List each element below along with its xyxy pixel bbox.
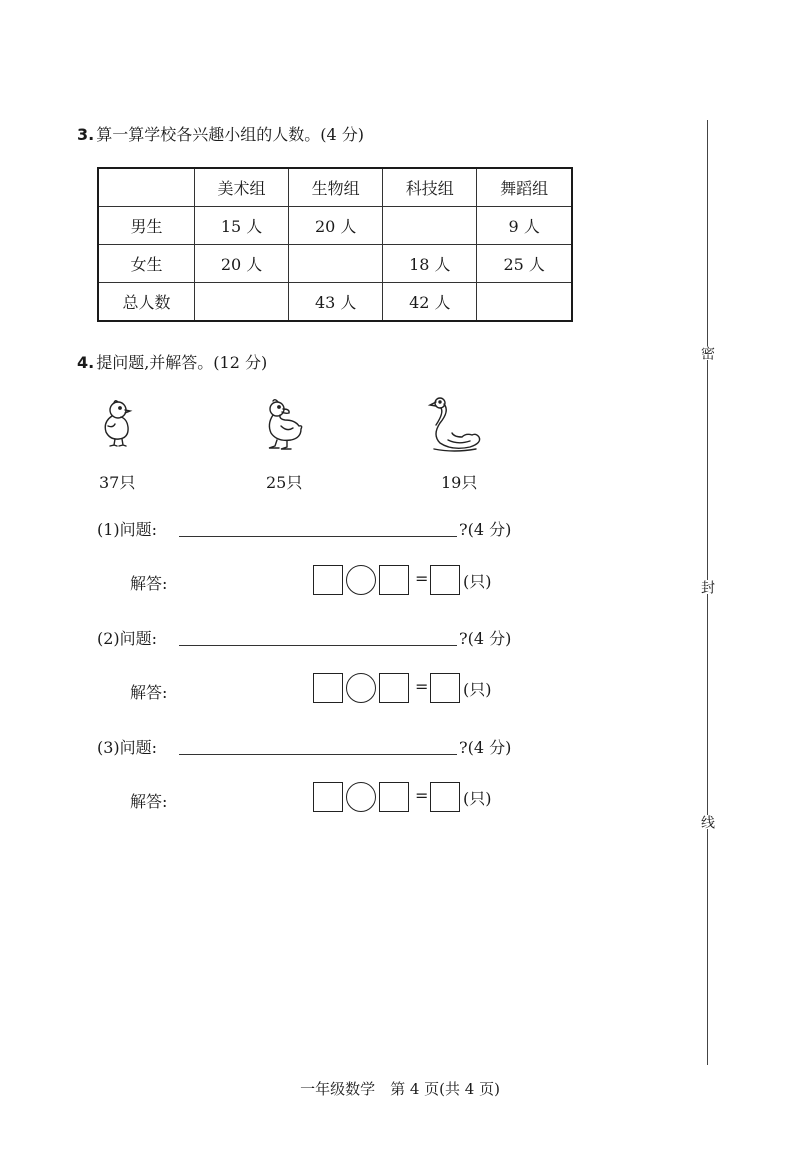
question-line bbox=[97, 626, 557, 650]
equation bbox=[313, 673, 513, 703]
interest-group-table bbox=[97, 167, 573, 322]
unit-label: (只) bbox=[463, 680, 492, 699]
answer-box[interactable] bbox=[430, 673, 460, 703]
question-label: (1)问题: bbox=[97, 520, 158, 539]
duckling-icon bbox=[263, 398, 307, 452]
unit-label: (只) bbox=[463, 789, 492, 808]
table-header-cell: 美术组 bbox=[195, 168, 289, 206]
question-answer-line[interactable] bbox=[179, 536, 457, 537]
question-answer-line[interactable] bbox=[179, 754, 457, 755]
table-header-cell: 科技组 bbox=[383, 168, 477, 206]
equation bbox=[313, 782, 513, 812]
answer-box[interactable] bbox=[379, 673, 409, 703]
table-cell: 男生 bbox=[98, 206, 195, 244]
question-line bbox=[97, 735, 557, 759]
equals-sign: = bbox=[415, 677, 429, 696]
table-header-row bbox=[98, 168, 572, 206]
answer-box[interactable] bbox=[313, 565, 343, 595]
question-line bbox=[97, 517, 557, 541]
equation bbox=[313, 565, 513, 595]
question-label: (2)问题: bbox=[97, 629, 158, 648]
table-cell: 女生 bbox=[98, 245, 195, 283]
answer-box[interactable] bbox=[313, 673, 343, 703]
answer-label: 解答: bbox=[130, 683, 168, 702]
equals-sign: = bbox=[415, 786, 429, 805]
table-cell: 42 人 bbox=[383, 283, 477, 321]
table-header-cell: 舞蹈组 bbox=[477, 168, 572, 206]
table-cell: 20 人 bbox=[195, 245, 289, 283]
table-row bbox=[98, 206, 572, 244]
answer-box[interactable] bbox=[430, 782, 460, 812]
table-cell-blank[interactable] bbox=[195, 283, 289, 321]
table-cell: 20 人 bbox=[289, 206, 383, 244]
table-row bbox=[98, 283, 572, 321]
table-cell-blank[interactable] bbox=[477, 283, 572, 321]
equals-sign: = bbox=[415, 569, 429, 588]
q4-number: 4. bbox=[77, 353, 95, 372]
table-cell: 43 人 bbox=[289, 283, 383, 321]
answer-label: 解答: bbox=[130, 792, 168, 811]
unit-label: (只) bbox=[463, 572, 492, 591]
animal-count: 19只 bbox=[441, 473, 478, 492]
page-footer: 一年级数学 第 4 页(共 4 页) bbox=[300, 1080, 500, 1098]
answer-box[interactable] bbox=[379, 565, 409, 595]
seal-line-char: 密 bbox=[699, 346, 715, 360]
q4-text: 提问题,并解答。(12 分) bbox=[96, 353, 268, 372]
q3-number: 3. bbox=[77, 125, 95, 144]
chick-icon bbox=[97, 398, 137, 448]
question-score: ?(4 分) bbox=[459, 629, 512, 648]
q3-title bbox=[77, 122, 364, 145]
q3-text: 算一算学校各兴趣小组的人数。(4 分) bbox=[96, 125, 364, 144]
table-cell: 总人数 bbox=[98, 283, 195, 321]
question-answer-line[interactable] bbox=[179, 645, 457, 646]
answer-box[interactable] bbox=[430, 565, 460, 595]
goose-icon bbox=[426, 393, 484, 455]
seal-line-char: 封 bbox=[699, 580, 715, 594]
table-header-cell: 生物组 bbox=[289, 168, 383, 206]
animal-count: 25只 bbox=[266, 473, 303, 492]
table-cell: 18 人 bbox=[383, 245, 477, 283]
table-cell-blank[interactable] bbox=[383, 206, 477, 244]
seal-line-char: 线 bbox=[699, 815, 715, 829]
operator-circle[interactable] bbox=[346, 782, 376, 812]
answer-box[interactable] bbox=[379, 782, 409, 812]
operator-circle[interactable] bbox=[346, 565, 376, 595]
table-cell: 15 人 bbox=[195, 206, 289, 244]
operator-circle[interactable] bbox=[346, 673, 376, 703]
table-header-cell bbox=[98, 168, 195, 206]
q4-title bbox=[77, 350, 267, 373]
question-score: ?(4 分) bbox=[459, 520, 512, 539]
animal-count: 37只 bbox=[99, 473, 136, 492]
table-cell-blank[interactable] bbox=[289, 245, 383, 283]
table-row bbox=[98, 245, 572, 283]
table-cell: 25 人 bbox=[477, 245, 572, 283]
answer-box[interactable] bbox=[313, 782, 343, 812]
question-label: (3)问题: bbox=[97, 738, 158, 757]
answer-label: 解答: bbox=[130, 574, 168, 593]
table-cell: 9 人 bbox=[477, 206, 572, 244]
question-score: ?(4 分) bbox=[459, 738, 512, 757]
